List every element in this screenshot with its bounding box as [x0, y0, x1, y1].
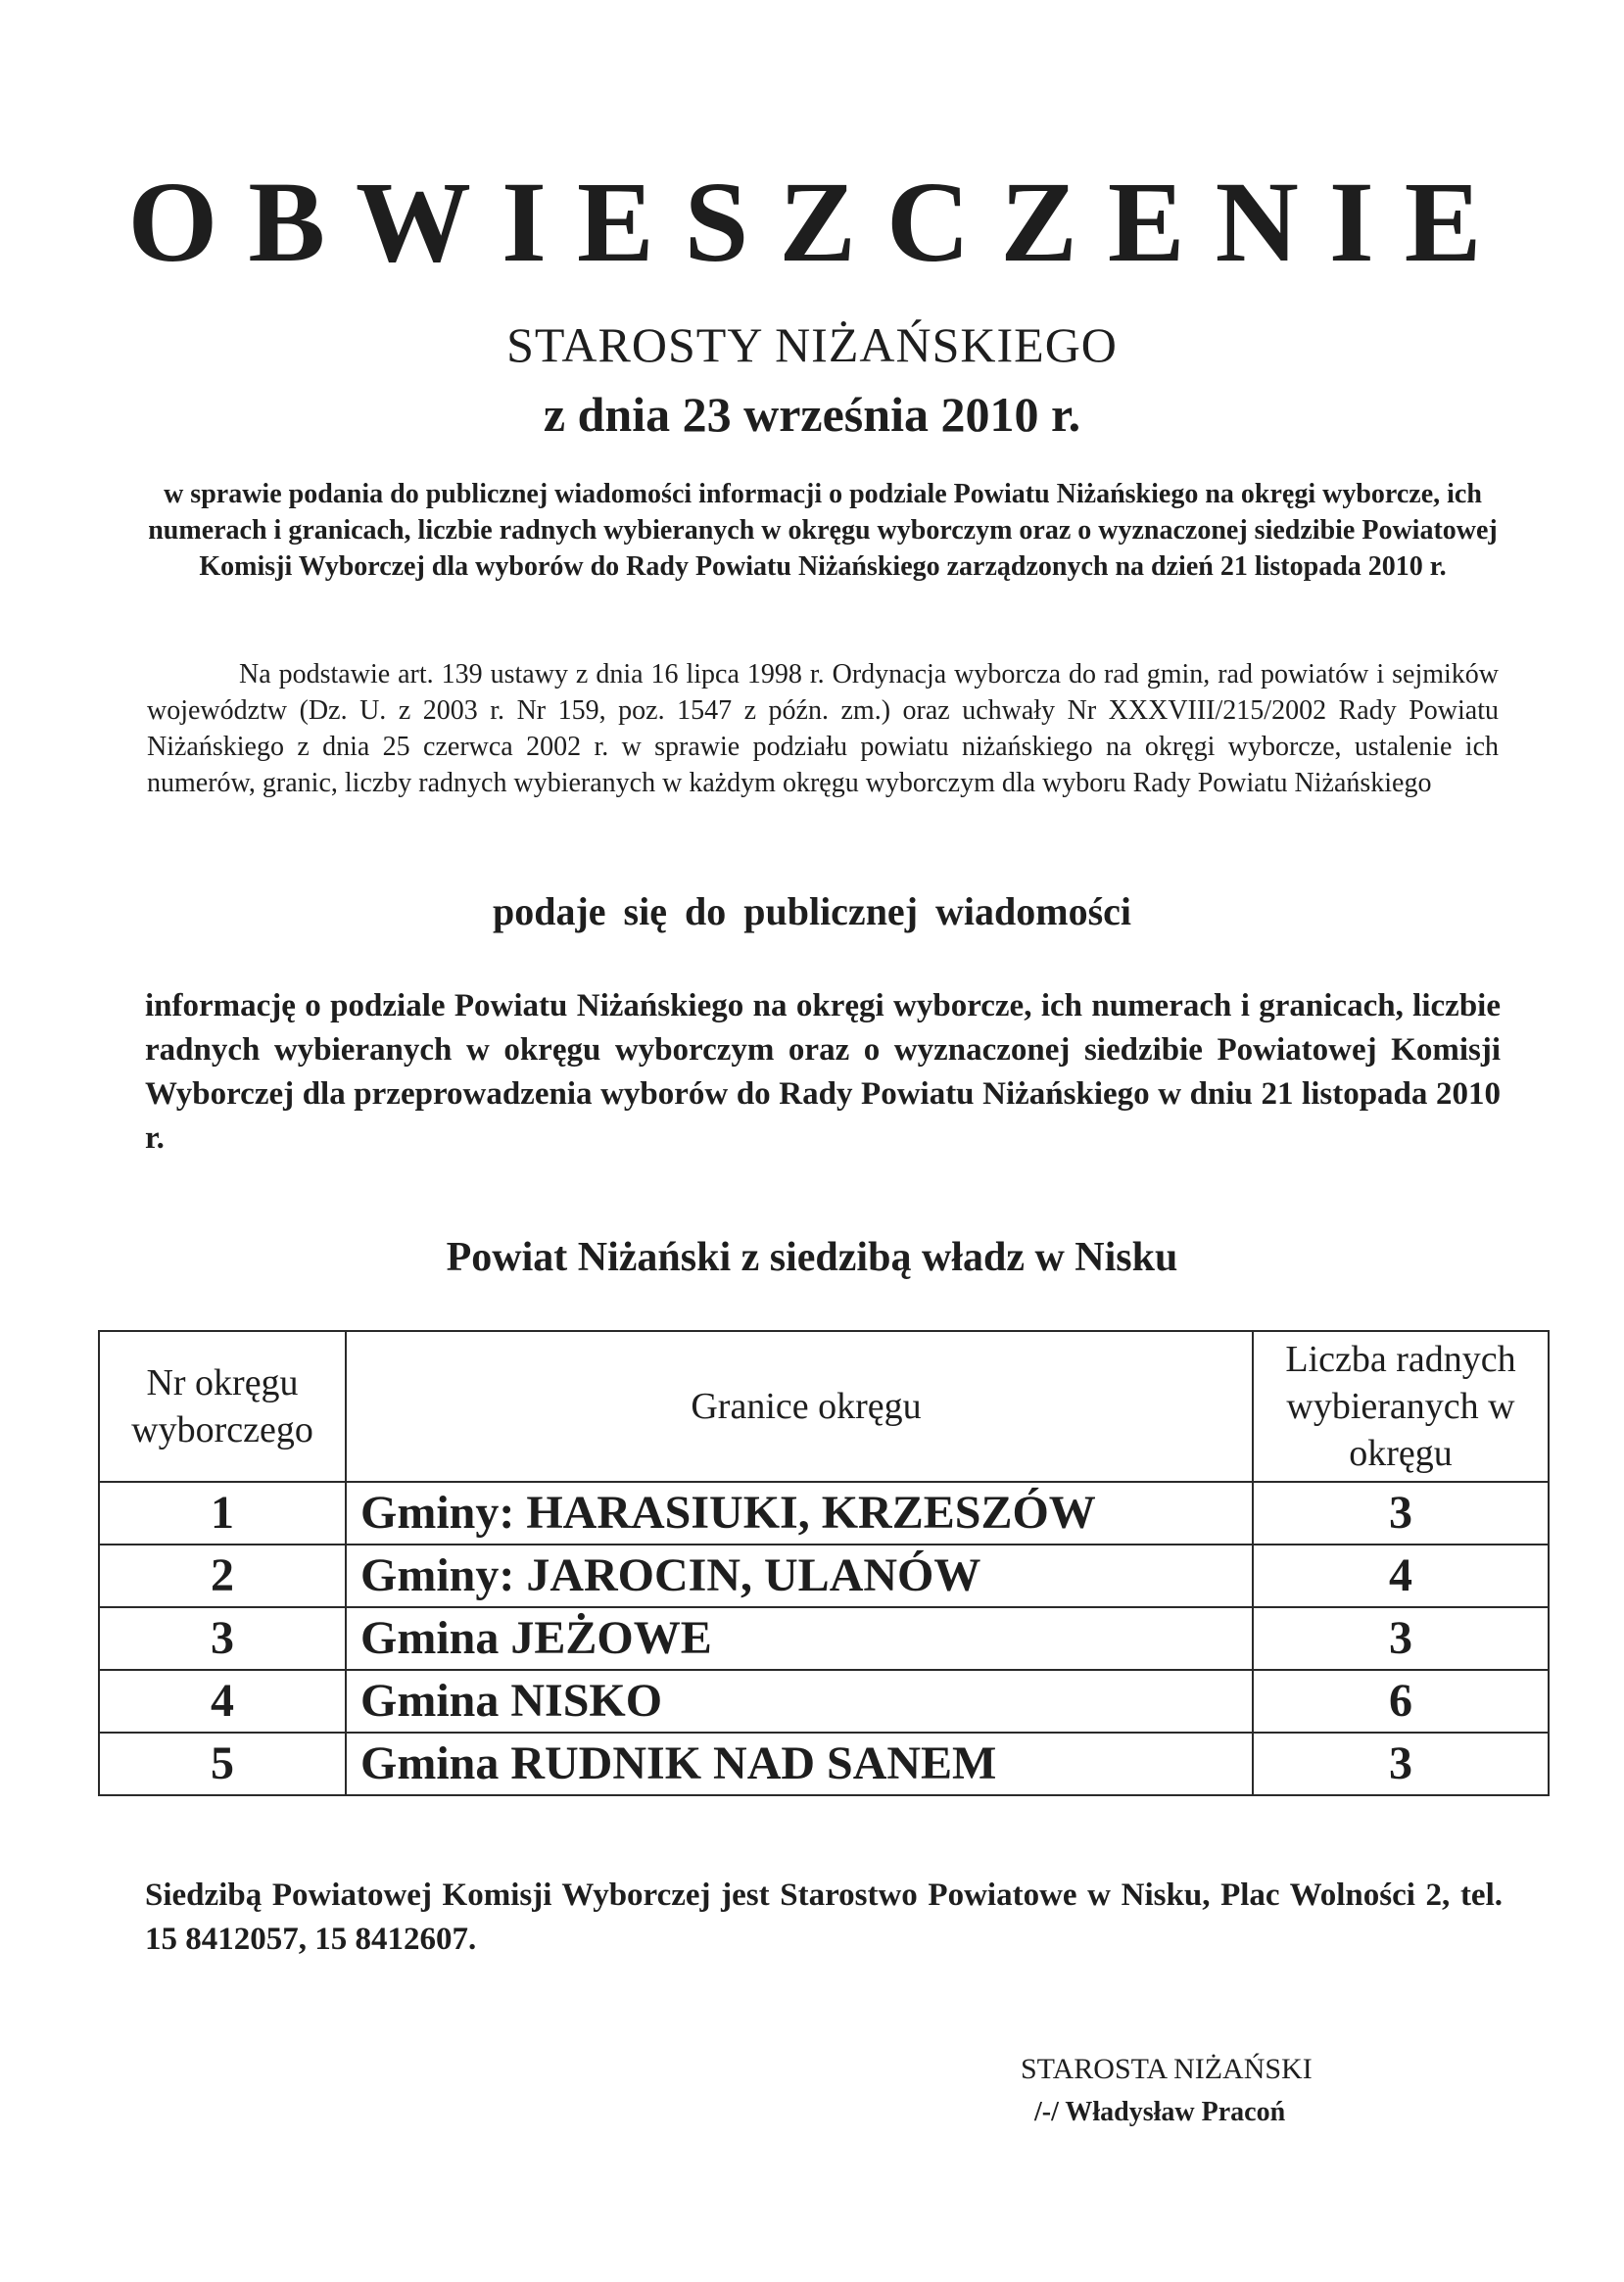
issuing-authority: STAROSTY NIŻAŃSKIEGO [506, 317, 1118, 372]
councillor-count: 3 [1253, 1482, 1549, 1545]
header-councillor-count: Liczba radnych wybieranych w okręgu [1253, 1331, 1549, 1482]
district-number: 5 [99, 1733, 346, 1795]
document-title: OBWIESZCZENIE [127, 158, 1512, 286]
table-header-row [99, 1331, 1549, 1482]
information-paragraph: informację o podziale Powiatu Niżańskiego na okręgi wyborcze, ich numerach i granicach, liczbie radnych wybieranych w okręgu wyborczym oraz o wyznaczonej siedzibie Powiatowej Komisji Wyborczej dla przeprowadzenia wyborów do Rady Powiatu Niżańskiego w dniu 21 listopada 2010 r. [145, 988, 1501, 1156]
district-boundaries: Gmina RUDNIK NAD SANEM [346, 1733, 1253, 1795]
table-row [99, 1733, 1549, 1795]
district-boundaries: Gmina NISKO [346, 1670, 1253, 1733]
issue-date: z dnia 23 września 2010 r. [543, 387, 1081, 442]
district-number: 2 [99, 1545, 346, 1607]
table-row [99, 1670, 1549, 1733]
districts-table [98, 1330, 1550, 1796]
district-number: 4 [99, 1670, 346, 1733]
commission-seat-paragraph: Siedzibą Powiatowej Komisji Wyborczej jest Starostwo Powiatowe w Nisku, Plac Wolności 2, tel. 15 8412057, 15 8412607. [145, 1878, 1503, 1957]
table-row [99, 1482, 1549, 1545]
legal-basis-paragraph: Na podstawie art. 139 ustawy z dnia 16 lipca 1998 r. Ordynacja wyborcza do rad gmin, rad powiatów i sejmików województw (Dz. U. z 2003 r. Nr 159, poz. 1547 z późn. zm.) oraz uchwały Nr XXXVIII/215/2002 Rady Powiatu Niżańskiego z dnia 25 czerwca 2002 r. w sprawie podziału powiatu niżańskiego na okręgi wyborcze, ustalenie ich numerów, granic, liczby radnych wybieranych w każdym okręgu wyborczym dla wyboru Rady Powiatu Niżańskiego [147, 659, 1499, 798]
councillor-count: 3 [1253, 1607, 1549, 1670]
subject-paragraph: w sprawie podania do publicznej wiadomości informacji o podziale Powiatu Niżańskiego na okręgi wyborcze, ich numerach i granicach, liczbie radnych wybieranych w okręgu wyborczym oraz o wyznaczonej siedzibie Powiatowej Komisji Wyborczej dla wyborów do Rady Powiatu Niżańskiego zarządzonych na dzień 21 listopada 2010 r. [148, 479, 1498, 582]
district-boundaries: Gminy: JAROCIN, ULANÓW [346, 1545, 1253, 1607]
district-boundaries: Gminy: HARASIUKI, KRZESZÓW [346, 1482, 1253, 1545]
signatory-title: STAROSTA NIŻAŃSKI [1021, 2053, 1313, 2085]
district-boundaries: Gmina JEŻOWE [346, 1607, 1253, 1670]
councillor-count: 6 [1253, 1670, 1549, 1733]
district-table-title: Powiat Niżański z siedzibą władz w Nisku [446, 1235, 1178, 1280]
signatory-name: /-/ Władysław Pracoń [1034, 2097, 1286, 2127]
councillor-count: 3 [1253, 1733, 1549, 1795]
header-district-boundaries: Granice okręgu [346, 1331, 1253, 1482]
header-district-number: Nr okręgu wyborczego [99, 1331, 346, 1482]
announcement-heading: podaje się do publicznej wiadomości [492, 889, 1132, 933]
table-row [99, 1607, 1549, 1670]
councillor-count: 4 [1253, 1545, 1549, 1607]
table-row [99, 1545, 1549, 1607]
district-number: 3 [99, 1607, 346, 1670]
district-number: 1 [99, 1482, 346, 1545]
